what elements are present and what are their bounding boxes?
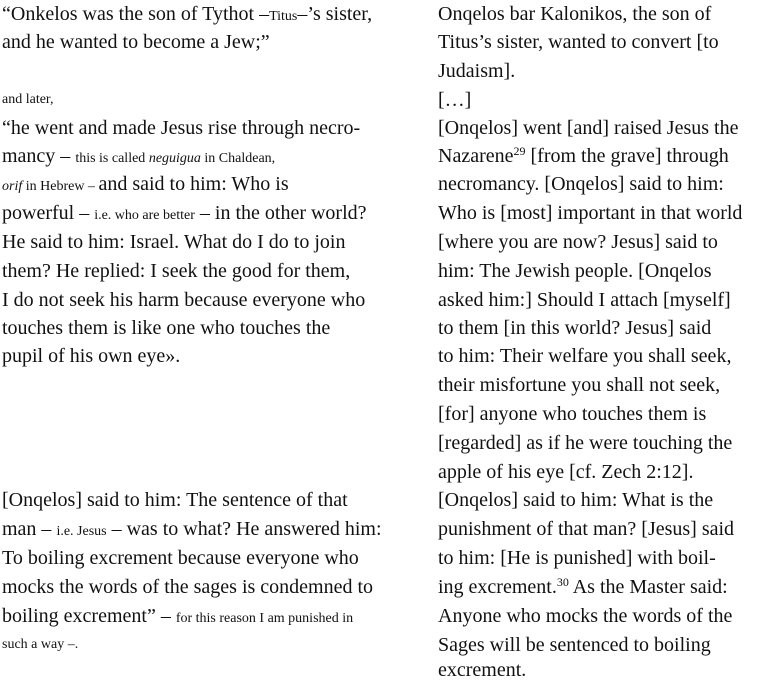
gloss-italic: orif bbox=[2, 179, 23, 194]
right-line-19: punishment of that man? [Jesus] said bbox=[438, 518, 735, 540]
right-line-18: [Onqelos] said to him: What is the bbox=[438, 489, 714, 511]
right-line-10: him: The Jewish people. [Onqelos bbox=[438, 260, 712, 282]
left-line-16: mocks the words of the sages is condemned to bbox=[2, 576, 374, 598]
right-line-21 bbox=[438, 573, 728, 601]
left-line-18: such a way –. bbox=[2, 637, 79, 652]
right-line-12: to them [in this world? Jesus] said bbox=[438, 317, 712, 339]
right-line-7: necromancy. [Onqelos] said to him: bbox=[438, 173, 724, 195]
gloss: i.e. who are better bbox=[94, 208, 195, 223]
footnote-marker: 30 bbox=[556, 575, 569, 589]
text: – was to what? He answered him: bbox=[106, 518, 382, 540]
text: and said to him: Who is bbox=[98, 173, 289, 195]
right-line-23: Sages will be sentenced to boiling bbox=[438, 634, 711, 656]
right-line-24: excrement. bbox=[438, 659, 527, 681]
right-line-16: [regarded] as if he were touching the bbox=[438, 432, 733, 454]
right-line-17: apple of his eye [cf. Zech 2:12]. bbox=[438, 461, 694, 483]
text: ing excrement. bbox=[438, 576, 557, 598]
right-line-2: Titus’s sister, wanted to convert [to bbox=[438, 31, 719, 53]
right-line-13: to him: Their welfare you shall seek, bbox=[438, 345, 732, 367]
left-line-7 bbox=[2, 199, 367, 227]
left-line-14 bbox=[2, 515, 382, 543]
gloss: for this reason I am punished in bbox=[175, 611, 354, 626]
right-line-9: [where you are now? Jesus] said to bbox=[438, 231, 718, 253]
left-line-5 bbox=[2, 142, 275, 170]
right-line-20: to him: [He is punished] with boil- bbox=[438, 547, 716, 569]
text: man – bbox=[2, 518, 57, 540]
left-line-15: To boiling excrement because everyone who bbox=[2, 547, 359, 569]
left-line-11: touches them is like one who touches the bbox=[2, 317, 331, 339]
gloss: this is called bbox=[75, 151, 149, 166]
text: “Onkelos was the son of Tythot – bbox=[2, 3, 270, 25]
right-line-22: Anyone who mocks the words of the bbox=[438, 605, 733, 627]
left-line-4: “he went and made Jesus rise through necro- bbox=[2, 117, 361, 139]
text: mancy – bbox=[2, 145, 76, 167]
right-line-5: [Onqelos] went [and] raised Jesus the bbox=[438, 117, 739, 139]
left-line-3: and later, bbox=[2, 92, 54, 107]
left-line-2: and he wanted to become a Jew;” bbox=[2, 31, 270, 53]
left-line-13: [Onqelos] said to him: The sentence of that bbox=[2, 489, 348, 511]
text: powerful – bbox=[2, 202, 95, 224]
right-line-1: Onqelos bar Kalonikos, the son of bbox=[438, 3, 712, 25]
right-line-11: asked him:] Should I attach [myself] bbox=[438, 289, 731, 311]
text: Nazarene bbox=[438, 145, 514, 167]
text: – in the other world? bbox=[194, 202, 367, 224]
right-line-6 bbox=[438, 142, 729, 170]
text: [from the grave] through bbox=[525, 145, 729, 167]
left-line-17 bbox=[2, 602, 353, 630]
text: As the Master said: bbox=[568, 576, 728, 598]
left-line-8: He said to him: Israel. What do I do to join bbox=[2, 231, 346, 253]
gloss: Titus bbox=[269, 9, 298, 24]
footnote-marker: 29 bbox=[513, 144, 526, 158]
gloss: i.e. Jesus bbox=[56, 524, 107, 539]
left-line-6 bbox=[2, 170, 289, 198]
right-line-14: their misfortune you shall not seek, bbox=[438, 374, 721, 396]
right-line-15: [for] anyone who touches them is bbox=[438, 403, 707, 425]
right-line-8: Who is [most] important in that world bbox=[438, 202, 743, 224]
text: –’s sister, bbox=[297, 3, 373, 25]
right-line-4: […] bbox=[438, 89, 472, 111]
gloss-italic: neguigua bbox=[148, 151, 201, 166]
left-line-10: I do not seek his harm because everyone who bbox=[2, 289, 366, 311]
gloss: in Chaldean, bbox=[200, 151, 276, 166]
left-line-1 bbox=[2, 0, 372, 28]
left-line-9: them? He replied: I seek the good for them, bbox=[2, 260, 351, 282]
left-line-12: pupil of his own eye». bbox=[2, 345, 181, 367]
gloss: in Hebrew – bbox=[22, 179, 99, 194]
right-line-3: Judaism]. bbox=[438, 60, 516, 82]
text: boiling excrement” – bbox=[2, 605, 176, 627]
